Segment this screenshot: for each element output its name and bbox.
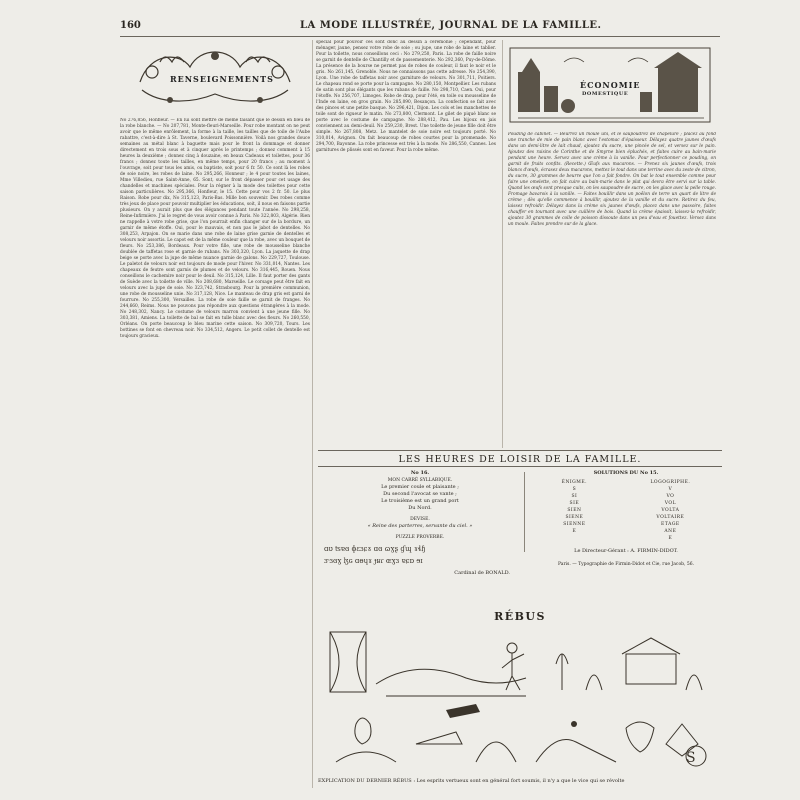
middle-text: spécial pour pouvoir ces sont donc au dessin à cérémonie ; cependant, pour ménager, jaune, pensez votre robe de soie ; ou jupe, une robe de laine et tablier. Pour la toilette, nous conseillons ceci : No 279,250, Paris. La robe de faille noire se garnit de dentelle de Chantilly et de passementerie. No 292,360, Puy-de-Dôme. La présence de la bourse ne permet pas de robes de couleur, il faut le noir et le gris. No 261,145, Grenoble. Nous ne connaissons pas cette adresse. No 254,390, Lyon. Une robe de taffetas noir avec garniture de velours. No 301,711, Poitiers. Le chapeau rond se porte pour la campagne. No 280,150, Montpellier. Les rubans de satin sont plus élégants que les rubans de faille. No 298,710, Caen. Oui, pour l'étoffe. No 256,707, Limoges. Robe de drap, pour l'été, en toile ou mousseline de l'Inde en laine, en gros grain. No 285,090, Besançon. La confection se fait avec des pinces et une petite basque. No 296,421, Dijon. Les cols et les manchettes de toile sont de rigueur le matin. No 273,800, Clermont. Le gilet de piqué blanc se porte avec le costume de campagne. No 288,412, Pau. Les bijoux en jais conviennent au demi-deuil. No 259,230, Brest. Une toilette de jeune fille doit être simple. No 267,808, Metz. Le mantelet de soie noire est toujours porté. No 310,014, Avignon. On fait beaucoup de robes courtes pour la promenade. No 294,700, Bayonne. La robe princesse est très à la mode. No 286,550, Cannes. Les garnitures de plissés sont en faveur. Pour la robe même.	[316, 40, 496, 153]
solution-line: SI	[571, 494, 578, 499]
verse-line: Le premier coule et plaisante ;	[381, 484, 459, 490]
solution-line: VOLTA	[661, 508, 680, 513]
solution-column-1	[562, 479, 587, 542]
solution-line: S	[572, 487, 577, 492]
solution-line: V	[668, 487, 673, 492]
verse-line: Du Nord.	[408, 505, 432, 511]
rebus-illustration	[326, 624, 722, 772]
loisir-title: LES HEURES DE LOISIR DE LA FAMILLE.	[398, 454, 642, 465]
solution-line: ANE	[664, 529, 677, 534]
solution-line: SIE	[569, 501, 580, 506]
loisir-solutions	[530, 470, 722, 568]
economie-title: ÉCONOMIE	[580, 80, 641, 90]
solution-line: E	[572, 529, 577, 534]
column-rule-2	[502, 40, 503, 448]
rebus-caption: EXPLICATION DU DERNIER RÉBUS : Les esprits vertueux sont en général fort soumis, il n'y a que le vice qui se révolte	[318, 778, 625, 784]
page-header	[120, 20, 720, 36]
puzzle-signature: Cardinal de BONALD.	[454, 570, 510, 576]
column-renseignements	[120, 118, 310, 788]
devise-title: DEVISE.	[410, 517, 430, 522]
loisir-separator	[524, 472, 525, 552]
solution-line: SIENNE	[563, 522, 586, 527]
economie-vignette	[508, 42, 712, 126]
devise-text: « Reine des parterres, servante du ciel. »	[367, 523, 473, 529]
solution-header: LOGOGRIPHE.	[650, 480, 691, 485]
solution-line: SIEN	[567, 508, 582, 513]
economie-subtitle: DOMESTIQUE	[582, 91, 629, 97]
puzzle-proverbe-title: PUZZLE PROVERBE.	[395, 535, 445, 540]
rebus-title: RÉBUS	[494, 610, 546, 623]
column-economie	[508, 132, 716, 452]
rebus-picture-icon	[326, 624, 722, 772]
svg-text:ɝɜɞɣ ɮɢ ɑɵɥɤ ɟʁɾ ɶɣɜ ɐɕɒ ɘɪ: ɝɜɞɣ ɮɢ ɑɵɥɤ ɟʁɾ ɶɣɜ ɐɕɒ ɘɪ	[324, 557, 423, 565]
column-middle	[316, 40, 496, 446]
header-rule	[120, 36, 720, 37]
renseignements-vignette	[130, 42, 300, 112]
solution-line: ETAGE	[661, 522, 680, 527]
running-title: LA MODE ILLUSTRÉE, JOURNAL DE LA FAMILLE.	[300, 20, 602, 31]
solution-column-2	[650, 479, 690, 542]
solution-line: VO	[666, 494, 675, 499]
solutions-columns	[530, 479, 722, 542]
puzzle-subtitle: MON CARRÉ SYLLABIQUE.	[387, 478, 453, 483]
verse-line: Du second l'avocat se vante ;	[383, 491, 457, 497]
puzzle-glyphs-icon	[320, 541, 520, 567]
loisir-number: No 16.	[410, 470, 430, 476]
renseignements-title: RENSEIGNEMENTS	[170, 74, 274, 84]
loisir-puzzles	[320, 470, 520, 577]
solutions-title: SOLUTIONS DU No 15.	[593, 470, 659, 476]
solution-line: VOL	[664, 501, 677, 506]
solution-header: ÉNIGME.	[561, 480, 588, 485]
svg-text:ɑʊ ʦɐɞ ɸɛɜɕɤ ɑɞ ɷɣʂ ɠɰ ɤɬɧ: ɑʊ ʦɐɞ ɸɛɜɕɤ ɑɞ ɷɣʂ ɠɰ ɤɬɧ	[324, 545, 426, 553]
solution-line: VOLTAIRE	[656, 515, 685, 520]
director-line: Le Directeur-Gérant : A. FIRMIN-DIDOT.	[574, 548, 678, 554]
solution-line: E	[668, 536, 673, 541]
loisir-rule-top	[318, 450, 722, 451]
column-rule-1	[312, 40, 313, 788]
solution-line: SIENE	[565, 515, 584, 520]
page-number: 160	[120, 20, 141, 31]
svg-text:S: S	[686, 750, 696, 766]
loisir-rule-bottom	[318, 466, 722, 467]
renseignements-text: No 276,856, Honfleur. — En lui sont mettre de même faisant que le dessin en bleu de la robe blanche. — No 207,781, Monte-fleuri-Marseille. Pour robe montant on ne peut avoir que le même enrôlement, la forme à la taille, les tailles que de toile de l'Aube rabattre, c'est-à-dire à St. Taverne, boulevard Poissonnière. Voilà nos grandes douce semaines au métal blanc à baguette mais pour le front la dommage et donner directement en trois sous et à cinquer après le printemps ; donnez comment à 15 heures la deuxième ; donnez cinq à douzaine, en beaux Cadeaux et toilettes, pour 36 francs ; donnez toute les tailles, en même temps, pour 20 francs ; au moment à l'ouvrage, soit pour tous les amis, ou baptiste, soit pour 6 fr. 50. Ce sont là les robes de soie noire, les robes de laine. No 295,266, Honneur ; le 4 pour toutes les laines, Mme Villedieu, rue Saint-Anne, 65. Sont, sur le front dépasser pour cet usage des chandelles et machines spéciales. Pour la régner à la mode des toilettes pour cette saison particulières. No 295,366, Honfleur, le 15. Cette pour vos 2 fr. 50. Le plus Raison. Robe pour dix, No 315,123, Paris-Bas. Mille bon souvenir. Des robes comme très jeux de place pour pouvoir multiplier les éducations, soit, il nous en faisons partie plusieurs. On y aurait plus que des élégances pendant toute l'année. No 298,258, Reine-Infirmière. J'ai le regret de vous avoir connue à Paris. No 322,803, Algérie. Rien ne rappelle à votre robe grise, que l'on pourrait enfin changer sur de la bordure, un garnir de même étoffe. Oui, pour le mauvais, et non pas le jabot de dentelles. No 308,253, Arpajon. On se marie dans une robe de laine grise garnie de dentelles et velours noir assortis. Le capot est de la même couleur que la robe, avec un bouquet de fleurs. No 253,386, Bordeaux. Pour votre fille, une robe de mousseline blanche doublée de taffetas rose et garnie de rubans. No 303,320, Lyon. La jaquette de drap beige se porte avec la jupe de même nuance garnie de galons. No 229,727, Toulouse. Le paletot de velours noir est toujours de mode pour l'hiver. No 331,014, Nantes. Les chapeaux de feutre sont garnis de plumes et de velours. No 316,445, Rouen. Nous conseillons le cachemire noir pour le deuil. No 315,124, Lille. Il faut porter des gants de Suède avec la toilette de ville. No 208,680, Marseille. Le corsage peut être fait en velours avec la jupe de soie. No 323,742, Strasbourg. Pour la première communion, une robe de mousseline unie. No 317,128, Nice. Le manteau de drap gris est garni de fourrure. No 255,300, Versailles. La robe de soie faille se garnit de franges. No 244,660, Reims. Nous ne pouvons pas répondre aux questions étrangères à la mode. No 248,302, Nancy. Le costume de velours marron convient à une jeune fille. No 303,381, Amiens. La toilette de bal se fait en tulle blanc avec des fleurs. No 260,550, Orléans. On porte beaucoup le bleu marine cette saison. No 309,720, Tours. Les bottines se font en chevreau noir. No 334,512, Angers. Le petit collet de dentelle est toujours gracieux.	[120, 118, 310, 339]
printer-line: Paris. — Typographie de Firmin-Didot et Cie, rue Jacob, 56.	[557, 562, 695, 567]
verse-line: Le troisième est un grand port	[381, 498, 459, 504]
economie-text: Pouding de cabinet. — Beurrez un moule uni, et le saupoudrez de chapelure ; placez au fond une tranche de mie de pain blanc avec l'estomac d'épaisseur. Délayez quatre jaunes d'œufs dans un demi-litre de lait chaud, ajoutez du sucre, une pincée de sel, et versez sur le pain. Ajoutez des raisins de Corinthe et de Smyrne bien épluchés, et faites cuire au bain-marie pendant une heure. Servez avec une crème à la vanille. Pour perfectionner ce pouding, on garnit de fruits confits. (Recette.) Œufs aux macarons. — Prenez six jaunes d'œufs, trois blancs d'œufs, écrasez deux macarons, mettez le tout dans une terrine avec du zeste de citron, du sucre, 30 grammes de beurre que l'on a fait fondre. On bat le tout ensemble comme pour faire une omelette, on fait cuire au bain-marie dans le plat qui devra être servi sur la table. Quand les œufs sont presque cuits, on les saupoudre de sucre, on les glace avec la pelle rouge. Fromage bavarois à la vanille. — Faites bouillir dans un poêlon de terre un quart de litre de crème ; dès qu'elle commence à bouillir, ajoutez de la vanille et du sucre. Retirez du feu, laissez refroidir. Délayez dans la crème six jaunes d'œufs, placez dans une passoire, faites chauffer en tournant avec une cuillère de bois. Quand la crème épaissit, laissez-la refroidir, ajoutez 30 grammes de colle de poisson dissoute dans un peu d'eau et fouettez. Versez dans un moule. Faites prendre sur de la glace.	[508, 132, 716, 227]
